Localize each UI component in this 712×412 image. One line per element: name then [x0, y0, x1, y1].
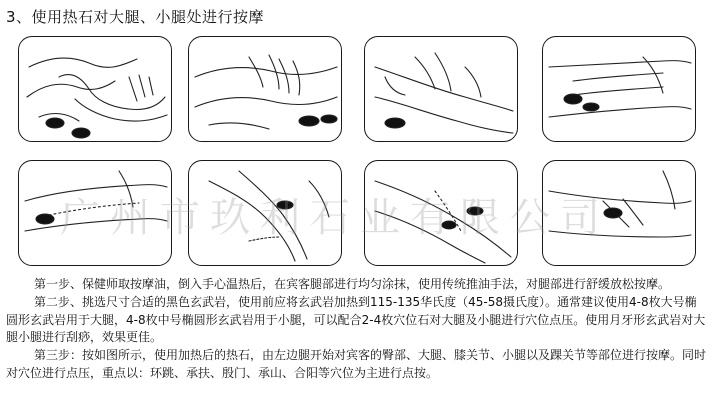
massage-step-7-illustration: [364, 160, 518, 266]
massage-step-6-illustration: [188, 160, 342, 266]
massage-step-8-illustration: [542, 160, 696, 266]
massage-step-1-illustration: [18, 36, 172, 142]
massage-step-2-illustration: [188, 36, 342, 142]
instruction-text: [6, 276, 706, 383]
step-paragraph: 第三步：按如图所示，使用加热后的热石，由左边腿开始对宾客的臀部、大腿、膝关节、小腿以及踝关节等部位进行按摩。同时对穴位进行点压，重点以：环跳、承扶、殷门、承山、合阳等穴位为主进行点按。: [6, 348, 707, 380]
step-paragraph: 第一步、保健师取按摩油，倒入手心温热后，在宾客腿部进行均匀涂抹，使用传统推油手法，对腿部进行舒缓放松按摩。: [34, 277, 671, 291]
step-paragraph: 第二步、挑选尺寸合适的黑色玄武岩，使用前应将玄武岩加热到115-135华氏度（45-58摄氏度）。通常建议使用4-8枚大号椭圆形玄武岩用于大腿，4-8枚中号椭圆形玄武岩用于小腿，可以配合2-4枚穴位石对大腿及小腿进行穴位点压。使用月牙形玄武岩对大腿小腿进行刮痧，效果更佳。: [6, 294, 706, 345]
company-watermark: 广州市玖利石业有限公司: [60, 195, 610, 241]
massage-step-5-illustration: [18, 160, 172, 266]
massage-step-3-illustration: [364, 36, 518, 142]
massage-step-4-illustration: [542, 36, 696, 142]
section-title: 3、使用热石对大腿、小腿处进行按摩: [6, 8, 265, 26]
